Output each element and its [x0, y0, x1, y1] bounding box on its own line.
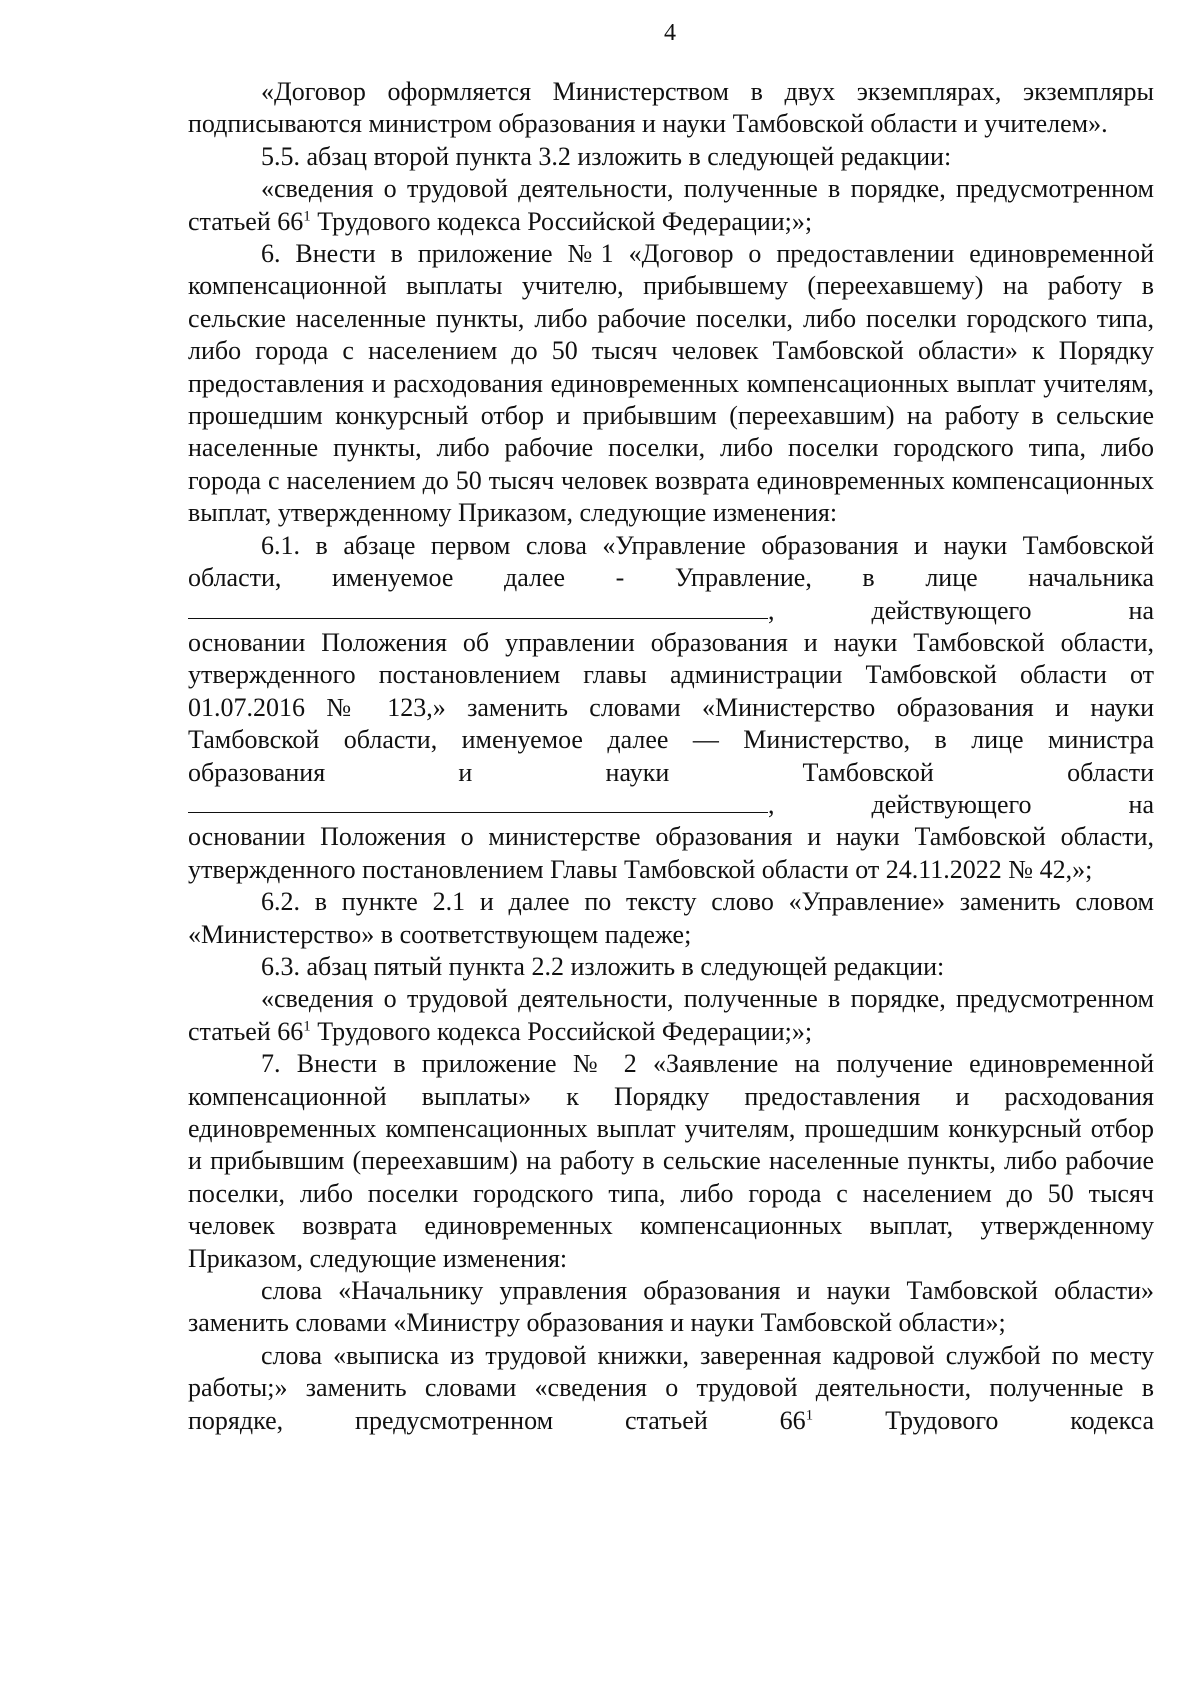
paragraph-text: слова «выписка из трудовой книжки, заверенная кадровой службой по месту работы;» заменить словами «сведения о трудовой деятельности, полученные в порядке, предусмотренном статьей 66 — [188, 1340, 1154, 1435]
paragraph-text: Трудового кодекса — [813, 1405, 1154, 1435]
paragraph-text: , действующего на — [768, 595, 1154, 625]
paragraph-6-3-quote — [188, 983, 1154, 1048]
paragraph-contract-copies — [188, 76, 1154, 141]
paragraph-text: основании Положения об управлении образования и науки Тамбовской области, утвержденного постановлением главы администрации Тамбовской области от 01.07.2016 № 123,» заменить словами «Министерство образования и науки Тамбовской области, именуемое далее — Министерство, в лице министра образования и науки Тамбовской области — [188, 627, 1154, 787]
paragraph-text: 6.2. в пункте 2.1 и далее по тексту слово «Управление» заменить словом «Министерство» в соответствующем падеже; — [188, 887, 1154, 949]
paragraph-text: 7. Внести в приложение № 2 «Заявление на получение единовременной компенсационной выплаты» к Порядку предоставления и расходования единовременных компенсационных выплат учителям, прошедшим конкурсный отбор и прибывшим (переехавшим) на работу в сельские населенные пункты, либо рабочие поселки, либо поселки городского типа, либо города с населением до 50 тысяч человек возврата единовременных компенсационных выплат, утвержденному Приказом, следующие изменения: — [188, 1049, 1154, 1273]
paragraph-6-3 — [188, 951, 1154, 983]
paragraph-text: слова «Начальнику управления образования и науки Тамбовской области» заменить словами «Министру образования и науки Тамбовской области»; — [188, 1276, 1154, 1338]
paragraph-text: 6.3. абзац пятый пункта 2.2 изложить в следующей редакции: — [261, 951, 945, 981]
paragraph-6-1-cont — [188, 627, 1154, 789]
paragraph-text: 6.1. в абзаце первом слова «Управление образования и науки Тамбовской области, именуемое далее - Управление, в лице начальника — [188, 530, 1154, 593]
paragraph-text: , действующего на — [768, 789, 1154, 819]
paragraph-text: основании Положения о министерстве образования и науки Тамбовской области, утвержденного постановлением Главы Тамбовской области от 24.11.2022 № 42,»; — [188, 822, 1154, 884]
paragraph-6-1 — [188, 530, 1154, 595]
paragraph-5-5-quote — [188, 173, 1154, 238]
blank-line-minister — [188, 789, 1154, 821]
paragraph-text: 5.5. абзац второй пункта 3.2 изложить в следующей редакции: — [261, 141, 952, 171]
paragraph-text: Трудового кодекса Российской Федерации;»; — [310, 1016, 813, 1046]
paragraph-text: «Договор оформляется Министерством в двух экземплярах, экземпляры подписываются министром образования и науки Тамбовской области и учителем». — [188, 77, 1154, 139]
superscript: 1 — [303, 1018, 311, 1035]
paragraph-5-5 — [188, 141, 1154, 173]
paragraph-text: «сведения о трудовой деятельности, полученные в порядке, предусмотренном статьей 66 — [188, 984, 1154, 1046]
paragraph-7-head-replace — [188, 1275, 1154, 1340]
paragraph-6-1-end — [188, 821, 1154, 886]
paragraph-6 — [188, 238, 1154, 530]
superscript: 1 — [805, 1407, 814, 1423]
document-body — [188, 76, 1154, 1437]
paragraph-7-record-replace — [188, 1340, 1154, 1437]
paragraph-6-2 — [188, 886, 1154, 951]
superscript: 1 — [303, 207, 311, 224]
blank-line-head — [188, 595, 1154, 627]
blank-fill-line — [188, 596, 768, 619]
paragraph-7 — [188, 1048, 1154, 1275]
blank-fill-line — [188, 790, 768, 813]
paragraph-text: 6. Внести в приложение №1 «Договор о предоставлении единовременной компенсационной выплаты учителю, прибывшему (переехавшему) на работу в сельские населенные пункты, либо рабочие поселки, либо поселки городского типа, либо города с населением до 50 тысяч человек Тамбовской области» к Порядку предоставления и расходования единовременных компенсационных выплат учителям, прошедшим конкурсный отбор и прибывшим (переехавшим) на работу в сельские населенные пункты, либо рабочие поселки, либо поселки городского типа, либо города с населением до 50 тысяч человек возврата единовременных компенсационных выплат, утвержденному Приказом, следующие изменения: — [188, 239, 1154, 528]
page-number: 4 — [664, 20, 676, 46]
paragraph-text: Трудового кодекса Российской Федерации;»; — [310, 206, 813, 236]
paragraph-text: «сведения о трудовой деятельности, полученные в порядке, предусмотренном статьей 66 — [188, 174, 1154, 236]
